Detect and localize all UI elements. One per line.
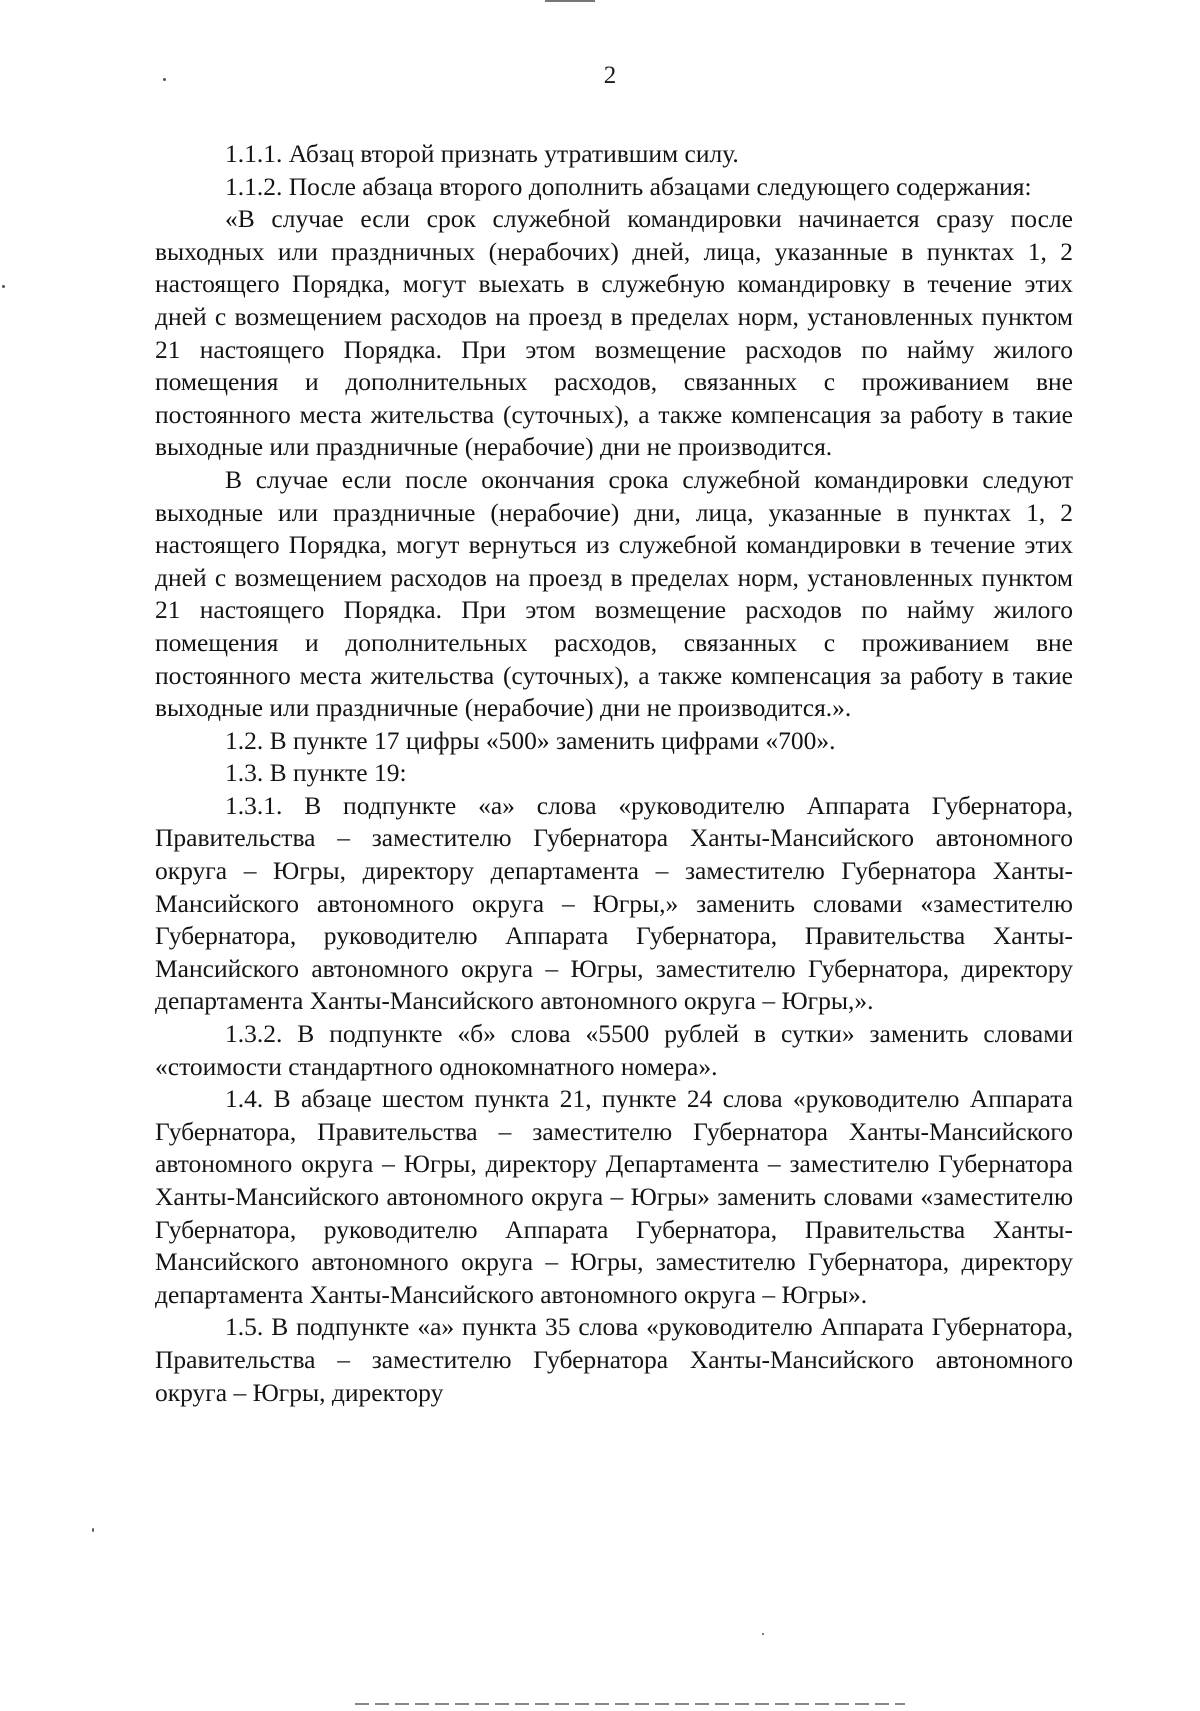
scan-artifact-bottom xyxy=(355,1703,905,1705)
document-body xyxy=(155,138,1073,1409)
paragraph-1-2: 1.2. В пункте 17 цифры «500» заменить цифрами «700». xyxy=(225,725,836,755)
scan-speck xyxy=(92,1528,94,1532)
scan-speck xyxy=(762,1633,764,1635)
paragraph-1-5: 1.5. В подпункте «а» пункта 35 слова «руководителю Аппарата Губернатора, Правительства – заместителю Губернатора Ханты-Мансийского автономного округа – Югры, директору xyxy=(155,1312,1073,1407)
paragraph-1-4: 1.4. В абзаце шестом пункта 21, пункте 24 слова «руководителю Аппарата Губернатора, Правительства – заместителю Губернатора Ханты-Мансийского автономного округа – Югры, директору Департамента – заместителю Губернатора Ханты-Мансийского автономного округа – Югры» заменить словами «заместителю Губернатора, руководителю Аппарата Губернатора, Правительства Ханты-Мансийского автономного округа – Югры, заместителю Губернатора, директору департамента Ханты-Мансийского автономного округа – Югры». xyxy=(155,1084,1073,1309)
paragraph-1-3-2: 1.3.2. В подпункте «б» слова «5500 рублей в сутки» заменить словами «стоимости стандартного однокомнатного номера». xyxy=(155,1019,1073,1081)
paragraph-1-3: 1.3. В пункте 19: xyxy=(225,758,407,788)
scan-speck xyxy=(2,285,5,288)
scan-artifact-top xyxy=(545,0,595,2)
paragraph-1-1-2: 1.1.2. После абзаца второго дополнить абзацами следующего содержания: xyxy=(225,171,1032,201)
paragraph-1-3-1: 1.3.1. В подпункте «а» слова «руководителю Аппарата Губернатора, Правительства – заместителю Губернатора Ханты-Мансийского автономного округа – Югры, директору департамента – заместителю Губернатора Ханты-Мансийского автономного округа – Югры,» заменить словами «заместителю Губернатора, руководителю Аппарата Губернатора, Правительства Ханты-Мансийского автономного округа – Югры, заместителю Губернатора, директору департамента Ханты-Мансийского автономного округа – Югры,». xyxy=(155,790,1073,1016)
scan-speck xyxy=(163,78,166,81)
quoted-paragraph-after-weekend: В случае если после окончания срока служебной командировки следуют выходные или праздничные (нерабочие) дни, лица, указанные в пунктах 1, 2 настоящего Порядка, могут вернуться из служебной командировки в течение этих дней с возмещением расходов на проезд в пределах норм, установленных пунктом 21 настоящего Порядка. При этом возмещение расходов по найму жилого помещения и дополнительных расходов, связанных с проживанием вне постоянного места жительства (суточных), а также компенсация за работу в такие выходные или праздничные (нерабочие) дни не производится.». xyxy=(155,464,1073,723)
page-number: 2 xyxy=(603,62,617,89)
quoted-paragraph-before-weekend: «В случае если срок служебной командировки начинается сразу после выходных или праздничных (нерабочих) дней, лица, указанные в пунктах 1, 2 настоящего Порядка, могут выехать в служебную командировку в течение этих дней с возмещением расходов на проезд в пределах норм, установленных пунктом 21 настоящего Порядка. При этом возмещение расходов по найму жилого помещения и дополнительных расходов, связанных с проживанием вне постоянного места жительства (суточных), а также компенсация за работу в такие выходные или праздничные (нерабочие) дни не производится. xyxy=(155,204,1073,462)
paragraph-1-1-1: 1.1.1. Абзац второй признать утратившим силу. xyxy=(225,139,739,168)
